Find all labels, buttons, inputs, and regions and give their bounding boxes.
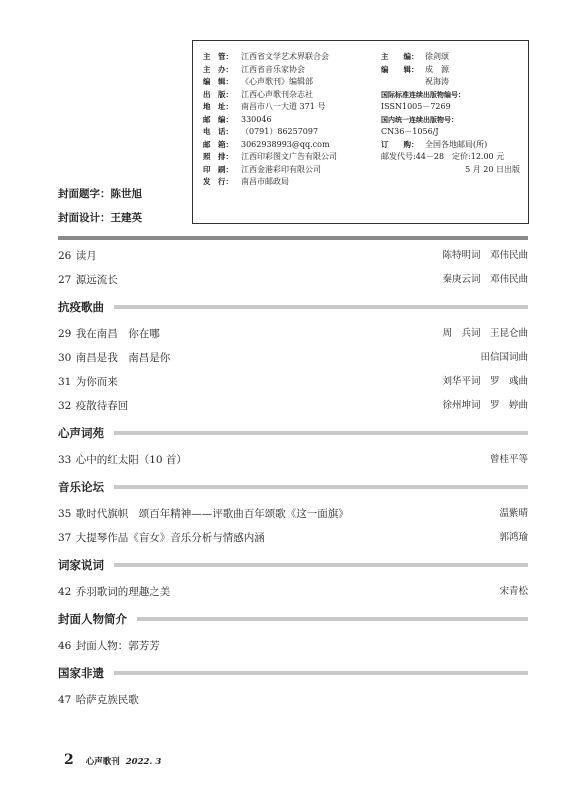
cn-heading [381, 114, 520, 127]
masthead-row [203, 164, 337, 177]
masthead-row-label: 印 刷： [203, 164, 233, 174]
masthead-row-label: 电 话： [203, 127, 233, 136]
toc-page-number: 26 [58, 250, 72, 262]
toc-title: 源远流长 [75, 274, 118, 286]
cover-design-credit: 封面设计：王建英 [58, 212, 142, 224]
toc-section-title: 心声词苑 [58, 426, 104, 440]
masthead-row-value: 江西印彩图文广告有限公司 [241, 152, 337, 161]
toc-title: 为你而来 [75, 376, 118, 388]
toc-section-rule [114, 431, 528, 435]
toc-entry[interactable] [58, 634, 528, 658]
toc-page-number: 32 [58, 400, 72, 412]
masthead-row-value: 3062938993@qq.com [241, 139, 330, 149]
publish-date: 5 月 20 日出版 [465, 164, 520, 174]
toc-page-number: 47 [58, 694, 72, 706]
order-label: 订 购： [381, 139, 419, 149]
masthead-row-label: 编 辑： [203, 77, 233, 86]
toc-author: 周 兵词 王昆仑曲 [442, 328, 528, 339]
toc-author: 刘华平词 罗 彧曲 [442, 376, 528, 387]
toc-section-header [58, 604, 528, 634]
cover-title-credit: 封面题字：陈世旭 [58, 188, 142, 200]
masthead-row-label: 地 址： [203, 102, 233, 111]
toc-page-number: 27 [58, 274, 72, 286]
toc-section-header [58, 292, 528, 322]
issn-head-text: 国际标准连续出版物编号： [381, 90, 465, 99]
toc-section-title: 音乐论坛 [58, 480, 104, 494]
toc-page-number: 42 [58, 586, 72, 598]
masthead-row-label: 主 办： [203, 64, 233, 74]
editor-row [381, 64, 520, 77]
toc-section-header [58, 550, 528, 580]
masthead-row-value: 江西省文学艺术界联合会 [241, 52, 329, 61]
masthead-row [203, 101, 337, 114]
toc-author: 徐州坤词 罗 婷曲 [442, 400, 528, 411]
chief-editor-name: 徐剑颂 [425, 52, 449, 61]
masthead-row-label: 邮 编： [203, 114, 233, 124]
toc-entry[interactable] [58, 526, 528, 550]
masthead-row [203, 151, 337, 164]
masthead-row [203, 176, 337, 189]
editor-name-2: 祝海涛 [425, 77, 449, 86]
toc-author: 陈特明词 邓伟民曲 [442, 250, 528, 261]
toc-page-number: 35 [58, 508, 72, 520]
postal-price: 邮发代号:44－28 定价:12.00 元 [381, 152, 505, 161]
editor-row-2 [381, 76, 520, 89]
toc-entry[interactable] [58, 688, 528, 712]
masthead-row-label: 邮 箱： [203, 139, 233, 149]
masthead-row-value: 江西省音乐家协会 [241, 64, 305, 74]
toc-title: 乔羽歌词的理趣之美 [75, 586, 171, 598]
toc-section-header [58, 418, 528, 448]
toc-page-number: 46 [58, 640, 72, 652]
masthead-row-value: 330046 [241, 114, 272, 124]
toc-section-title: 封面人物简介 [58, 612, 127, 626]
toc-title: 心中的红太阳（10 首） [75, 454, 187, 466]
toc-author: 温紫晴 [499, 508, 528, 519]
masthead-row-value: 《心声歌刊》编辑部 [241, 77, 313, 86]
chief-editor-label: 主 编： [381, 52, 419, 61]
masthead-row [203, 51, 337, 64]
page-footer [64, 752, 161, 768]
masthead-row-label: 发 行： [203, 177, 233, 186]
toc-section-header [58, 472, 528, 502]
table-of-contents [58, 244, 528, 712]
masthead-row [203, 76, 337, 89]
masthead-row [203, 126, 337, 139]
masthead-row [203, 64, 337, 77]
magazine-name: 心声歌刊 [85, 757, 120, 767]
toc-page-number: 31 [58, 376, 72, 388]
toc-entry[interactable] [58, 502, 528, 526]
toc-page-number: 37 [58, 532, 72, 544]
masthead-row [203, 89, 337, 102]
toc-author: 秦庚云词 邓伟民曲 [442, 274, 528, 285]
toc-title: 歌时代旗帜 颂百年精神——评歌曲百年颂歌《这一面旗》 [75, 508, 349, 520]
masthead-row-label: 照 排： [203, 152, 233, 161]
toc-entry[interactable] [58, 346, 528, 370]
masthead-left-column [203, 51, 337, 189]
order-value: 全国各地邮局(所) [425, 139, 488, 149]
toc-page-number: 29 [58, 328, 72, 340]
toc-title: 哈萨克族民歌 [75, 694, 139, 706]
toc-entry[interactable] [58, 370, 528, 394]
issn-value: ISSN1005－7269 [381, 102, 451, 111]
toc-page-number: 30 [58, 352, 72, 364]
toc-section-header [58, 658, 528, 688]
toc-section-title: 抗疫歌曲 [58, 300, 104, 314]
masthead-row-label: 主 管： [203, 52, 233, 61]
toc-section-title: 词家说词 [58, 558, 104, 572]
toc-entry[interactable] [58, 244, 528, 268]
toc-section-rule [114, 305, 528, 309]
toc-title: 我在南昌 你在哪 [75, 328, 160, 340]
masthead-row [203, 114, 337, 127]
toc-title: 南昌是我 南昌是你 [75, 352, 171, 364]
toc-entry[interactable] [58, 580, 528, 604]
toc-entry[interactable] [58, 268, 528, 292]
toc-section-title: 国家非遗 [58, 666, 104, 680]
masthead-row [203, 139, 337, 152]
masthead-row-value: 南昌市邮政局 [241, 177, 289, 186]
masthead-row-value: 江西金港彩印有限公司 [241, 164, 321, 174]
toc-title: 疫散待春回 [75, 400, 129, 412]
editor-label: 编 辑： [381, 64, 419, 74]
toc-page-number: 33 [58, 454, 72, 466]
order-row [381, 139, 520, 152]
toc-author: 郭鸿瑜 [499, 532, 528, 543]
issue-number: 2022. 3 [125, 757, 162, 767]
toc-title: 封面人物：郭芳芳 [75, 640, 160, 652]
editor-name-1: 成 源 [425, 64, 449, 74]
masthead-row-value: 南昌市八一大道 371 号 [241, 102, 326, 111]
toc-author: 曾桂平等 [489, 454, 528, 465]
masthead-box [192, 40, 529, 224]
toc-author: 田信国词曲 [480, 352, 528, 363]
toc-entry[interactable] [58, 394, 528, 418]
chief-editor-row [381, 51, 520, 64]
toc-section-rule [137, 617, 528, 621]
cn-value: CN36－1056/J [381, 127, 439, 136]
toc-entry[interactable] [58, 448, 528, 472]
masthead-right-column [381, 51, 520, 176]
toc-section-rule [114, 485, 528, 489]
masthead-row-value: （0791）86257097 [241, 127, 319, 136]
toc-title: 读月 [75, 250, 97, 262]
masthead-row-value: 江西心声歌刊杂志社 [241, 89, 313, 99]
cn-head-text: 国内统一连续出版物号： [381, 115, 458, 124]
toc-author: 宋青松 [499, 586, 528, 597]
toc-section-rule [114, 671, 528, 675]
toc-section-rule [114, 563, 528, 567]
issn-heading [381, 89, 520, 102]
toc-top-rule [58, 236, 528, 240]
masthead-row-label: 出 版： [203, 89, 233, 99]
toc-entry[interactable] [58, 322, 528, 346]
page-number: 2 [64, 752, 74, 768]
toc-title: 大提琴作品《盲女》音乐分析与情感内涵 [75, 532, 265, 544]
